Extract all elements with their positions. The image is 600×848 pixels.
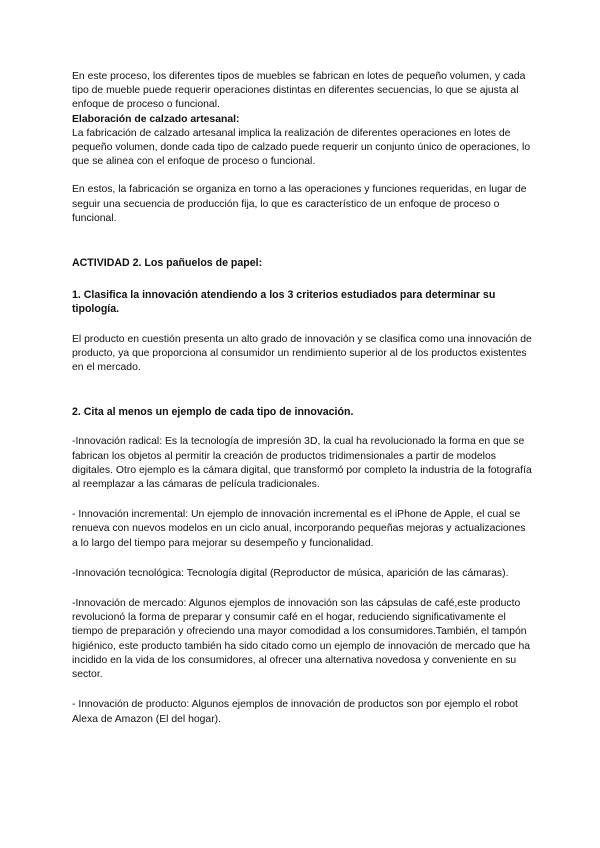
- question-2: 2. Cita al menos un ejemplo de cada tipo de innovación.: [72, 406, 354, 419]
- innovacion-mercado: -Innovación de mercado: Algunos ejemplos de innovación son las cápsulas de café,este producto revolucionó la forma de preparar y consumir café en el hogar, reduciendo significativamente el tiempo de preparación y ofreciendo una mayor comodidad a los consumidores.También, el tampón higiénico, este producto también ha sido citado como un ejemplo de innovación de mercado que ha incidido en la vida de los consumidores, al ofrecer una alternativa novedosa y conveniente en su sector.: [72, 598, 531, 681]
- heading-calzado: Elaboración de calzado artesanal:: [72, 113, 240, 125]
- document-page: [72, 70, 532, 727]
- paragraph-muebles: En este proceso, los diferentes tipos de muebles se fabrican en lotes de pequeño volumen, y cada tipo de mueble puede requerir operaciones distintas en diferentes secuencias, lo que se ajusta al enfoque de proceso o funcional.: [72, 71, 526, 111]
- question-1: 1. Clasifica la innovación atendiendo a los 3 criterios estudiados para determinar su tipología.: [72, 289, 496, 316]
- answer-1: El producto en cuestión presenta un alto grado de innovación y se clasifica como una innovación de producto, ya que proporciona al consumidor un rendimiento superior al de los productos existentes en el mercado.: [72, 333, 532, 374]
- paragraph-organizacion: En estos, la fabricación se organiza en torno a las operaciones y funciones requeridas, en lugar de seguir una secuencia de producción fija, lo que es característico de un enfoque de proceso o funcional.: [72, 184, 527, 224]
- innovacion-incremental: - Innovación incremental: Un ejemplo de innovación incremental es el iPhone de Apple, el cual se renueva con nuevos modelos en un ciclo anual, incorporando pequeñas mejoras y actualizaciones a lo largo del tiempo para mejorar su desempeño y funcionalidad.: [72, 509, 526, 549]
- paragraph-calzado: La fabricación de calzado artesanal implica la realización de diferentes operaciones en lotes de pequeño volumen, donde cada tipo de calzado puede requerir un conjunto único de operaciones, lo que se alinea con el enfoque de proceso o funcional.: [72, 127, 531, 168]
- innovacion-tecnologica: -Innovación tecnológica: Tecnología digital (Reproductor de música, aparición de las cámaras).: [72, 567, 509, 579]
- innovacion-producto: - Innovación de producto: Algunos ejemplos de innovación de productos son por ejemplo el robot Alexa de Amazon (El del hogar).: [72, 699, 518, 725]
- innovacion-radical: -Innovación radical: Es la tecnología de impresión 3D, la cual ha revolucionado la forma en que se fabrican los objetos al permitir la creación de productos tridimensionales a partir de modelos digitales. Otro ejemplo es la cámara digital, que transformó por completo la industria de la fotografía al reemplazar a las cámaras de película tradicionales.: [72, 436, 532, 491]
- heading-actividad-2: ACTIVIDAD 2. Los pañuelos de papel:: [72, 257, 263, 270]
